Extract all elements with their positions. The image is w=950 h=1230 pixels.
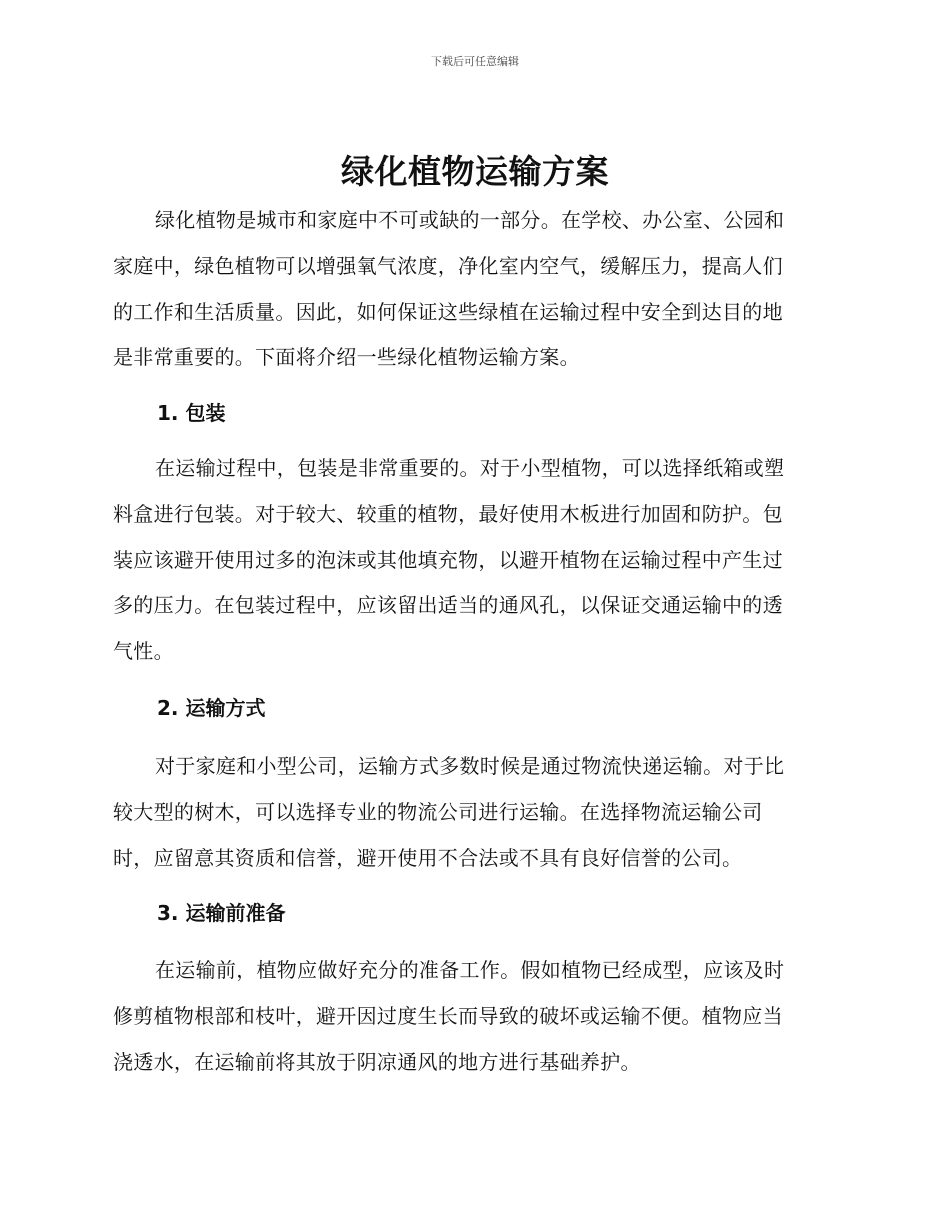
transport-method-line: 较大型的树木，可以选择专业的物流公司进行运输。在选择物流运输公司: [113, 799, 763, 824]
preparation-line: 在运输前，植物应做好充分的准备工作。假如植物已经成型，应该及时: [155, 958, 785, 982]
intro-paragraph: [113, 198, 833, 381]
section-body-transport-method: [113, 744, 833, 881]
intro-paragraph-block: [113, 198, 833, 381]
packaging-line: 料盒进行包装。对于较大、较重的植物，最好使用木板进行加固和防护。包: [113, 501, 783, 526]
packaging-line: 气性。: [113, 639, 174, 664]
intro-line: 家庭中，绿色植物可以增强氧气浓度，净化室内空气，缓解压力，提高人们: [113, 253, 783, 278]
section-heading-packaging: 1. 包装: [157, 401, 226, 425]
intro-line: 的工作和生活质量。因此，如何保证这些绿植在运输过程中安全到达目的地: [113, 299, 783, 324]
packaging-paragraph: [113, 446, 833, 675]
page-header-note: 下载后可任意编辑: [431, 55, 519, 68]
section-heading-transport-method: 2. 运输方式: [157, 696, 266, 720]
transport-method-line: 对于家庭和小型公司，运输方式多数时候是通过物流快递运输。对于比: [155, 754, 785, 778]
transport-method-paragraph: [113, 744, 833, 881]
section-heading-preparation: 3. 运输前准备: [157, 901, 286, 925]
transport-method-line: 时，应留意其资质和信誉，避开使用不合法或不具有良好信誉的公司。: [113, 845, 743, 870]
packaging-line: 装应该避开使用过多的泡沫或其他填充物，以避开植物在运输过程中产生过: [113, 547, 783, 572]
packaging-line: 在运输过程中，包装是非常重要的。对于小型植物，可以选择纸箱或塑: [155, 456, 785, 480]
section-body-preparation: [113, 948, 833, 1085]
section-body-packaging: [113, 446, 833, 675]
preparation-line: 修剪植物根部和枝叶，避开因过度生长而导致的破坏或运输不便。植物应当: [113, 1003, 783, 1028]
preparation-line: 浇透水，在运输前将其放于阴凉通风的地方进行基础养护。: [113, 1049, 641, 1074]
document-title: 绿化植物运输方案: [341, 152, 609, 191]
preparation-paragraph: [113, 948, 833, 1085]
intro-line: 是非常重要的。下面将介绍一些绿化植物运输方案。: [113, 345, 580, 370]
packaging-line: 多的压力。在包装过程中，应该留出适当的通风孔，以保证交通运输中的透: [113, 593, 783, 618]
intro-line: 绿化植物是城市和家庭中不可或缺的一部分。在学校、办公室、公园和: [155, 208, 785, 232]
